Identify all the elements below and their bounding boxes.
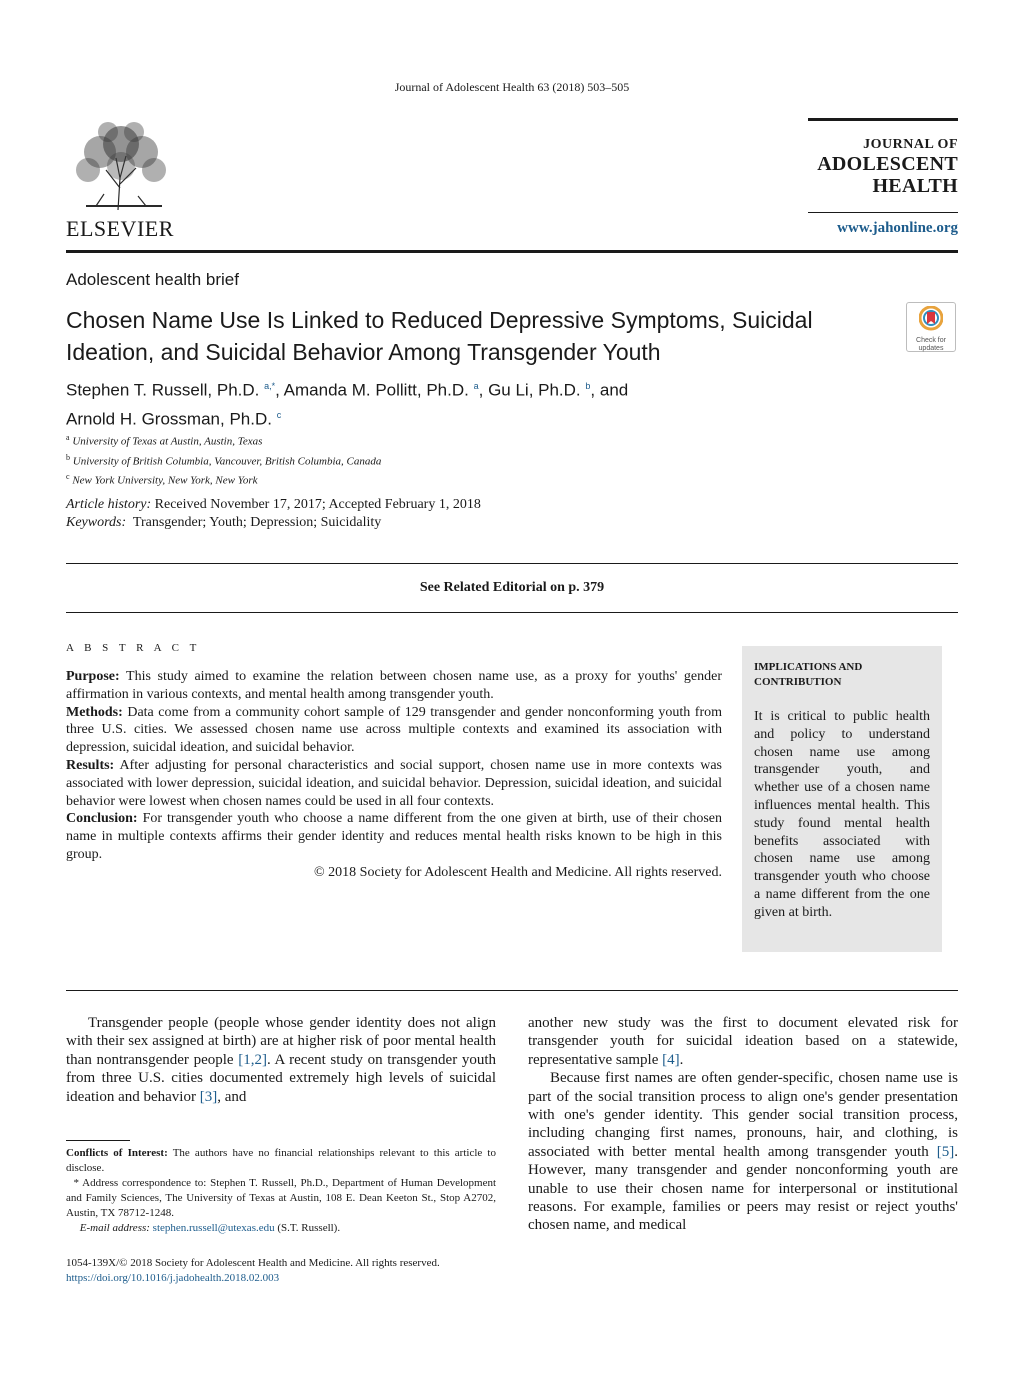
keywords: Transgender; Youth; Depression; Suicidality [132,515,382,530]
author-name: Gu Li, Ph.D. [488,380,581,400]
citation-link[interactable]: [3] [199,1088,218,1105]
divider [66,612,958,613]
abstract-body: Purpose: This study aimed to examine the relation between chosen name use, as a proxy for youths' gender affirmation in various contexts, and mental health among transgender youth. Methods: Data come from a community cohort sample of 129 transgender and gender nonconforming youth from three U.S. cities. We assessed chosen name use across multiple contexts and examined its association with depression, suicidal ideation, and suicidal behavior. Results: After adjusting for personal characteristics and social support, chosen name use in more contexts was associated with lower depression, suicidal ideation, and suicidal behavior. Depression, suicidal ideation, and suicidal behavior were lowest when chosen names could be used in all four contexts. Conclusion: For transgender youth who choose a name different from the one given at birth, use of their chosen name in multiple contexts affirms their gender identity and reduces mental health risks known to be high in this group. © 2018 Society for Adolescent Health and Medicine. All rights reserved. [66,669,723,880]
author-name: Amanda M. Pollitt, Ph.D. [283,380,469,400]
journal-url-link[interactable]: www.jahonline.org [837,220,958,236]
doi-link[interactable]: https://doi.org/10.1016/j.jadohealth.2018.02.003 [66,1272,280,1284]
bookmark-badge-icon [919,306,943,332]
elsevier-logo [66,118,176,242]
header-rule [66,250,958,253]
issn-footer [66,1256,440,1286]
author-name: Arnold H. Grossman, Ph.D. [66,409,272,429]
journal-name-line2: ADOLESCENT [817,153,958,175]
author-name: Stephen T. Russell, Ph.D. [66,380,260,400]
affiliation-item: $^a$ University of Texas at Austin, Austin, Texas [66,433,263,448]
citation-link[interactable]: [5] [936,1143,955,1160]
journal-citation: Journal of Adolescent Health 63 (2018) 503–505 [394,80,630,94]
divider [66,563,958,564]
implications-box [742,646,942,952]
citation-link[interactable]: [1,2] [238,1051,267,1068]
journal-url-box [808,212,958,237]
abstract-copyright: © 2018 Society for Adolescent Health and Medicine. All rights reserved. [314,864,722,880]
journal-name-line1: JOURNAL OF [863,137,958,152]
abstract-heading: A B S T R A C T [66,642,201,654]
journal-name-line3: HEALTH [872,175,958,197]
article-title: Chosen Name Use Is Linked to Reduced Depressive Symptoms, Suicidal Ideation, and Suicidal Behavior Among Transgender Youth [66,307,813,365]
history-dates: Received November 17, 2017; Accepted February 1, 2018 [154,497,481,512]
keywords-label: Keywords: [66,515,127,530]
publisher-name: ELSEVIER [66,216,174,241]
check-updates-label: Check for updates [916,337,946,352]
divider [66,990,958,991]
footnote-rule [66,1140,130,1141]
related-editorial-link[interactable]: See Related Editorial on p. 379 [419,580,605,595]
history-label: Article history: [66,497,152,512]
author-affil-link[interactable]: c [276,409,282,420]
author-list: Stephen T. Russell, Ph.D. $^{a,*}$, Amanda M. Pollitt, Ph.D. $^a$, Gu Li, Ph.D. $^b$, and Arnold H. Grossman, Ph.D. $^c$ [66,380,629,429]
journal-masthead [808,118,958,197]
implications-text: It is critical to public health and policy to understand chosen name use among transgender youth, and whether use of a chosen name influences mental health. This study found mental health benefits associated with chosen name use among transgender youth who choose a name different from the one given at birth. [754,709,930,920]
citation-link[interactable]: [4] [662,1051,680,1068]
elsevier-tree-icon [66,118,176,214]
issn-line: 1054-139X/© 2018 Society for Adolescent Health and Medicine. All rights reserved. [66,1257,440,1269]
affiliation-item: $^c$ New York University, New York, New York [66,472,258,487]
body-column-left: Transgender people (people whose gender identity does not align with their sex assigned at birth) are at higher risk of poor mental health than nontransgender people [1,2]. A recent study on transgender youth from three U.S. cities documented extremely high levels of suicidal ideation and behavior [3], and [66,1015,496,1105]
implications-heading: IMPLICATIONS AND CONTRIBUTION [754,661,863,688]
affiliations [66,430,381,489]
author-affil-link[interactable]: a,* [264,381,276,391]
email-link[interactable]: stephen.russell@utexas.edu [152,1222,275,1234]
section-label: Adolescent health brief [66,270,239,289]
footnotes: Conflicts of Interest: The authors have no financial relationships relevant to this article to disclose. * Address correspondence to: Stephen T. Russell, Ph.D., Department of Human Development and Family Sciences, The University of Texas at Austin, 108 E. Dean Keeton St., Stop A2702, Austin, TX 78712-1248. E-mail address: stephen.russell@utexas.edu (S.T. Russell). [66,1147,497,1234]
author-affil-link[interactable]: a [473,381,479,391]
article-history [66,496,481,532]
body-column-right: another new study was the first to document elevated risk for transgender youth for suicidal ideation based on a statewide, representative sample [4]. Because first names are often gender-specific, chosen name use is part of the social transition process to align one's gender presentation with one's gender identity. This gender social transition process, including changing first names, pronouns, hair, and clothing, is associated with better mental health among transgender youth [5]. However, many transgender and gender nonconforming youth are unable to use their chosen name for interpersonal or institutional reasons. For example, families or peers may resist or reject youths' chosen name, and medical [528,1015,958,1234]
affiliation-item: $^b$ University of British Columbia, Vancouver, British Columbia, Canada [66,452,382,468]
check-for-updates-button[interactable] [906,302,956,352]
author-affil-link[interactable]: b [585,381,591,391]
